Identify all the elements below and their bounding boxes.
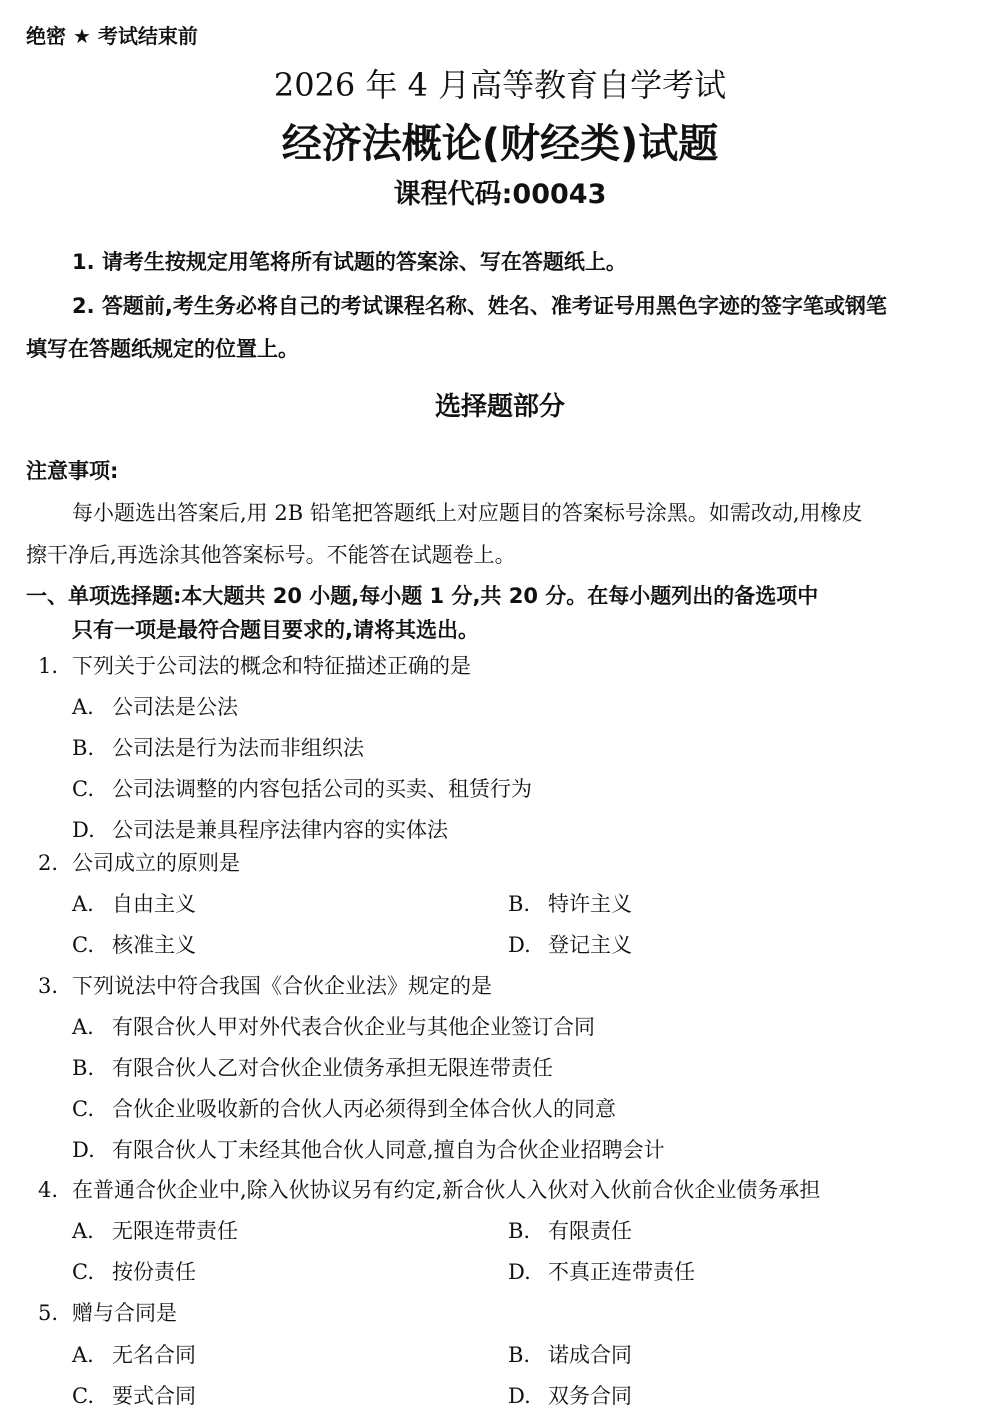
notice-heading: 注意事项: xyxy=(26,459,119,483)
q1-option-a xyxy=(72,691,238,721)
option-letter: C. xyxy=(72,777,94,801)
option-text: 无限连带责任 xyxy=(112,1219,238,1243)
option-text: 无名合同 xyxy=(112,1343,196,1367)
question-number: 5. xyxy=(38,1301,59,1325)
question-text: 赠与合同是 xyxy=(72,1301,177,1325)
option-letter: B. xyxy=(508,892,531,916)
option-text: 公司法是公法 xyxy=(112,695,238,719)
question-number: 2. xyxy=(38,851,59,875)
option-text: 特许主义 xyxy=(548,892,632,916)
q1-option-c xyxy=(72,773,532,803)
course-code: 课程代码:00043 xyxy=(393,179,607,210)
option-text: 自由主义 xyxy=(112,892,196,916)
option-letter: C. xyxy=(72,933,94,957)
option-text: 公司法是兼具程序法律内容的实体法 xyxy=(112,818,448,842)
q2-option-c xyxy=(72,929,196,959)
option-text: 公司法调整的内容包括公司的买卖、租赁行为 xyxy=(112,777,532,801)
option-text: 按份责任 xyxy=(112,1260,196,1284)
notice-line-2: 擦干净后,再选涂其他答案标号。不能答在试题卷上。 xyxy=(26,543,516,567)
option-text: 核准主义 xyxy=(112,933,196,957)
option-letter: C. xyxy=(72,1384,94,1408)
option-letter: A. xyxy=(72,695,94,719)
q3-option-a xyxy=(72,1011,595,1041)
instruction-1: 1. 请考生按规定用笔将所有试题的答案涂、写在答题纸上。 xyxy=(72,250,627,274)
question-4 xyxy=(38,1174,820,1204)
notice-line-1: 每小题选出答案后,用 2B 铅笔把答题纸上对应题目的答案标号涂黑。如需改动,用橡皮 xyxy=(72,501,863,525)
exam-title: 2026 年 4 月高等教育自学考试 xyxy=(273,66,727,104)
question-text: 下列关于公司法的概念和特征描述正确的是 xyxy=(72,654,471,678)
option-text: 公司法是行为法而非组织法 xyxy=(112,736,364,760)
option-letter: A. xyxy=(72,1219,94,1243)
option-letter: A. xyxy=(72,892,94,916)
q3-option-b xyxy=(72,1052,553,1082)
q3-option-c xyxy=(72,1093,616,1123)
question-5 xyxy=(38,1297,177,1327)
q1-option-d xyxy=(72,814,448,844)
option-text: 有限责任 xyxy=(548,1219,632,1243)
option-text: 有限合伙人丁未经其他合伙人同意,擅自为合伙企业招聘会计 xyxy=(112,1138,665,1162)
q4-option-b xyxy=(508,1215,632,1245)
q3-option-d xyxy=(72,1134,665,1164)
q5-option-d xyxy=(508,1380,632,1410)
option-text: 有限合伙人乙对合伙企业债务承担无限连带责任 xyxy=(112,1056,553,1080)
option-text: 诺成合同 xyxy=(548,1343,632,1367)
part-one-heading-2: 只有一项是最符合题目要求的,请将其选出。 xyxy=(72,618,479,642)
option-letter: B. xyxy=(508,1343,531,1367)
q4-option-a xyxy=(72,1215,238,1245)
option-text: 不真正连带责任 xyxy=(548,1260,695,1284)
option-text: 要式合同 xyxy=(112,1384,196,1408)
question-3 xyxy=(38,970,492,1000)
option-letter: C. xyxy=(72,1260,94,1284)
option-letter: B. xyxy=(508,1219,531,1243)
q4-option-d xyxy=(508,1256,695,1286)
question-text: 公司成立的原则是 xyxy=(72,851,240,875)
question-text: 下列说法中符合我国《合伙企业法》规定的是 xyxy=(72,974,492,998)
q1-option-b xyxy=(72,732,364,762)
option-letter: D. xyxy=(508,1260,531,1284)
question-number: 1. xyxy=(38,654,59,678)
q4-option-c xyxy=(72,1256,196,1286)
question-number: 4. xyxy=(38,1178,59,1202)
option-text: 合伙企业吸收新的合伙人丙必须得到全体合伙人的同意 xyxy=(112,1097,616,1121)
q5-option-a xyxy=(72,1339,196,1369)
secret-mark: 绝密 ★ 考试结束前 xyxy=(26,24,198,48)
question-number: 3. xyxy=(38,974,59,998)
option-letter: B. xyxy=(72,736,95,760)
option-letter: D. xyxy=(72,1138,95,1162)
option-letter: D. xyxy=(508,1384,531,1408)
option-letter: B. xyxy=(72,1056,95,1080)
option-letter: A. xyxy=(72,1015,94,1039)
question-1 xyxy=(38,650,471,680)
part-one-heading-1: 一、单项选择题:本大题共 20 小题,每小题 1 分,共 20 分。在每小题列出的备选项中 xyxy=(26,584,819,608)
option-letter: D. xyxy=(72,818,95,842)
section-title: 选择题部分 xyxy=(434,392,565,422)
option-letter: C. xyxy=(72,1097,94,1121)
option-text: 双务合同 xyxy=(548,1384,632,1408)
question-text: 在普通合伙企业中,除入伙协议另有约定,新合伙人入伙对入伙前合伙企业债务承担 xyxy=(72,1178,821,1202)
q2-option-b xyxy=(508,888,632,918)
question-2 xyxy=(38,847,240,877)
q2-option-d xyxy=(508,929,632,959)
q2-option-a xyxy=(72,888,196,918)
q5-option-c xyxy=(72,1380,196,1410)
option-letter: A. xyxy=(72,1343,94,1367)
option-letter: D. xyxy=(508,933,531,957)
option-text: 登记主义 xyxy=(548,933,632,957)
instruction-2a: 2. 答题前,考生务必将自己的考试课程名称、姓名、准考证号用黑色字迹的签字笔或钢笔 xyxy=(72,294,887,318)
subject-title: 经济法概论(财经类)试题 xyxy=(281,121,719,167)
option-text: 有限合伙人甲对外代表合伙企业与其他企业签订合同 xyxy=(112,1015,595,1039)
instruction-2b: 填写在答题纸规定的位置上。 xyxy=(26,337,299,361)
q5-option-b xyxy=(508,1339,632,1369)
